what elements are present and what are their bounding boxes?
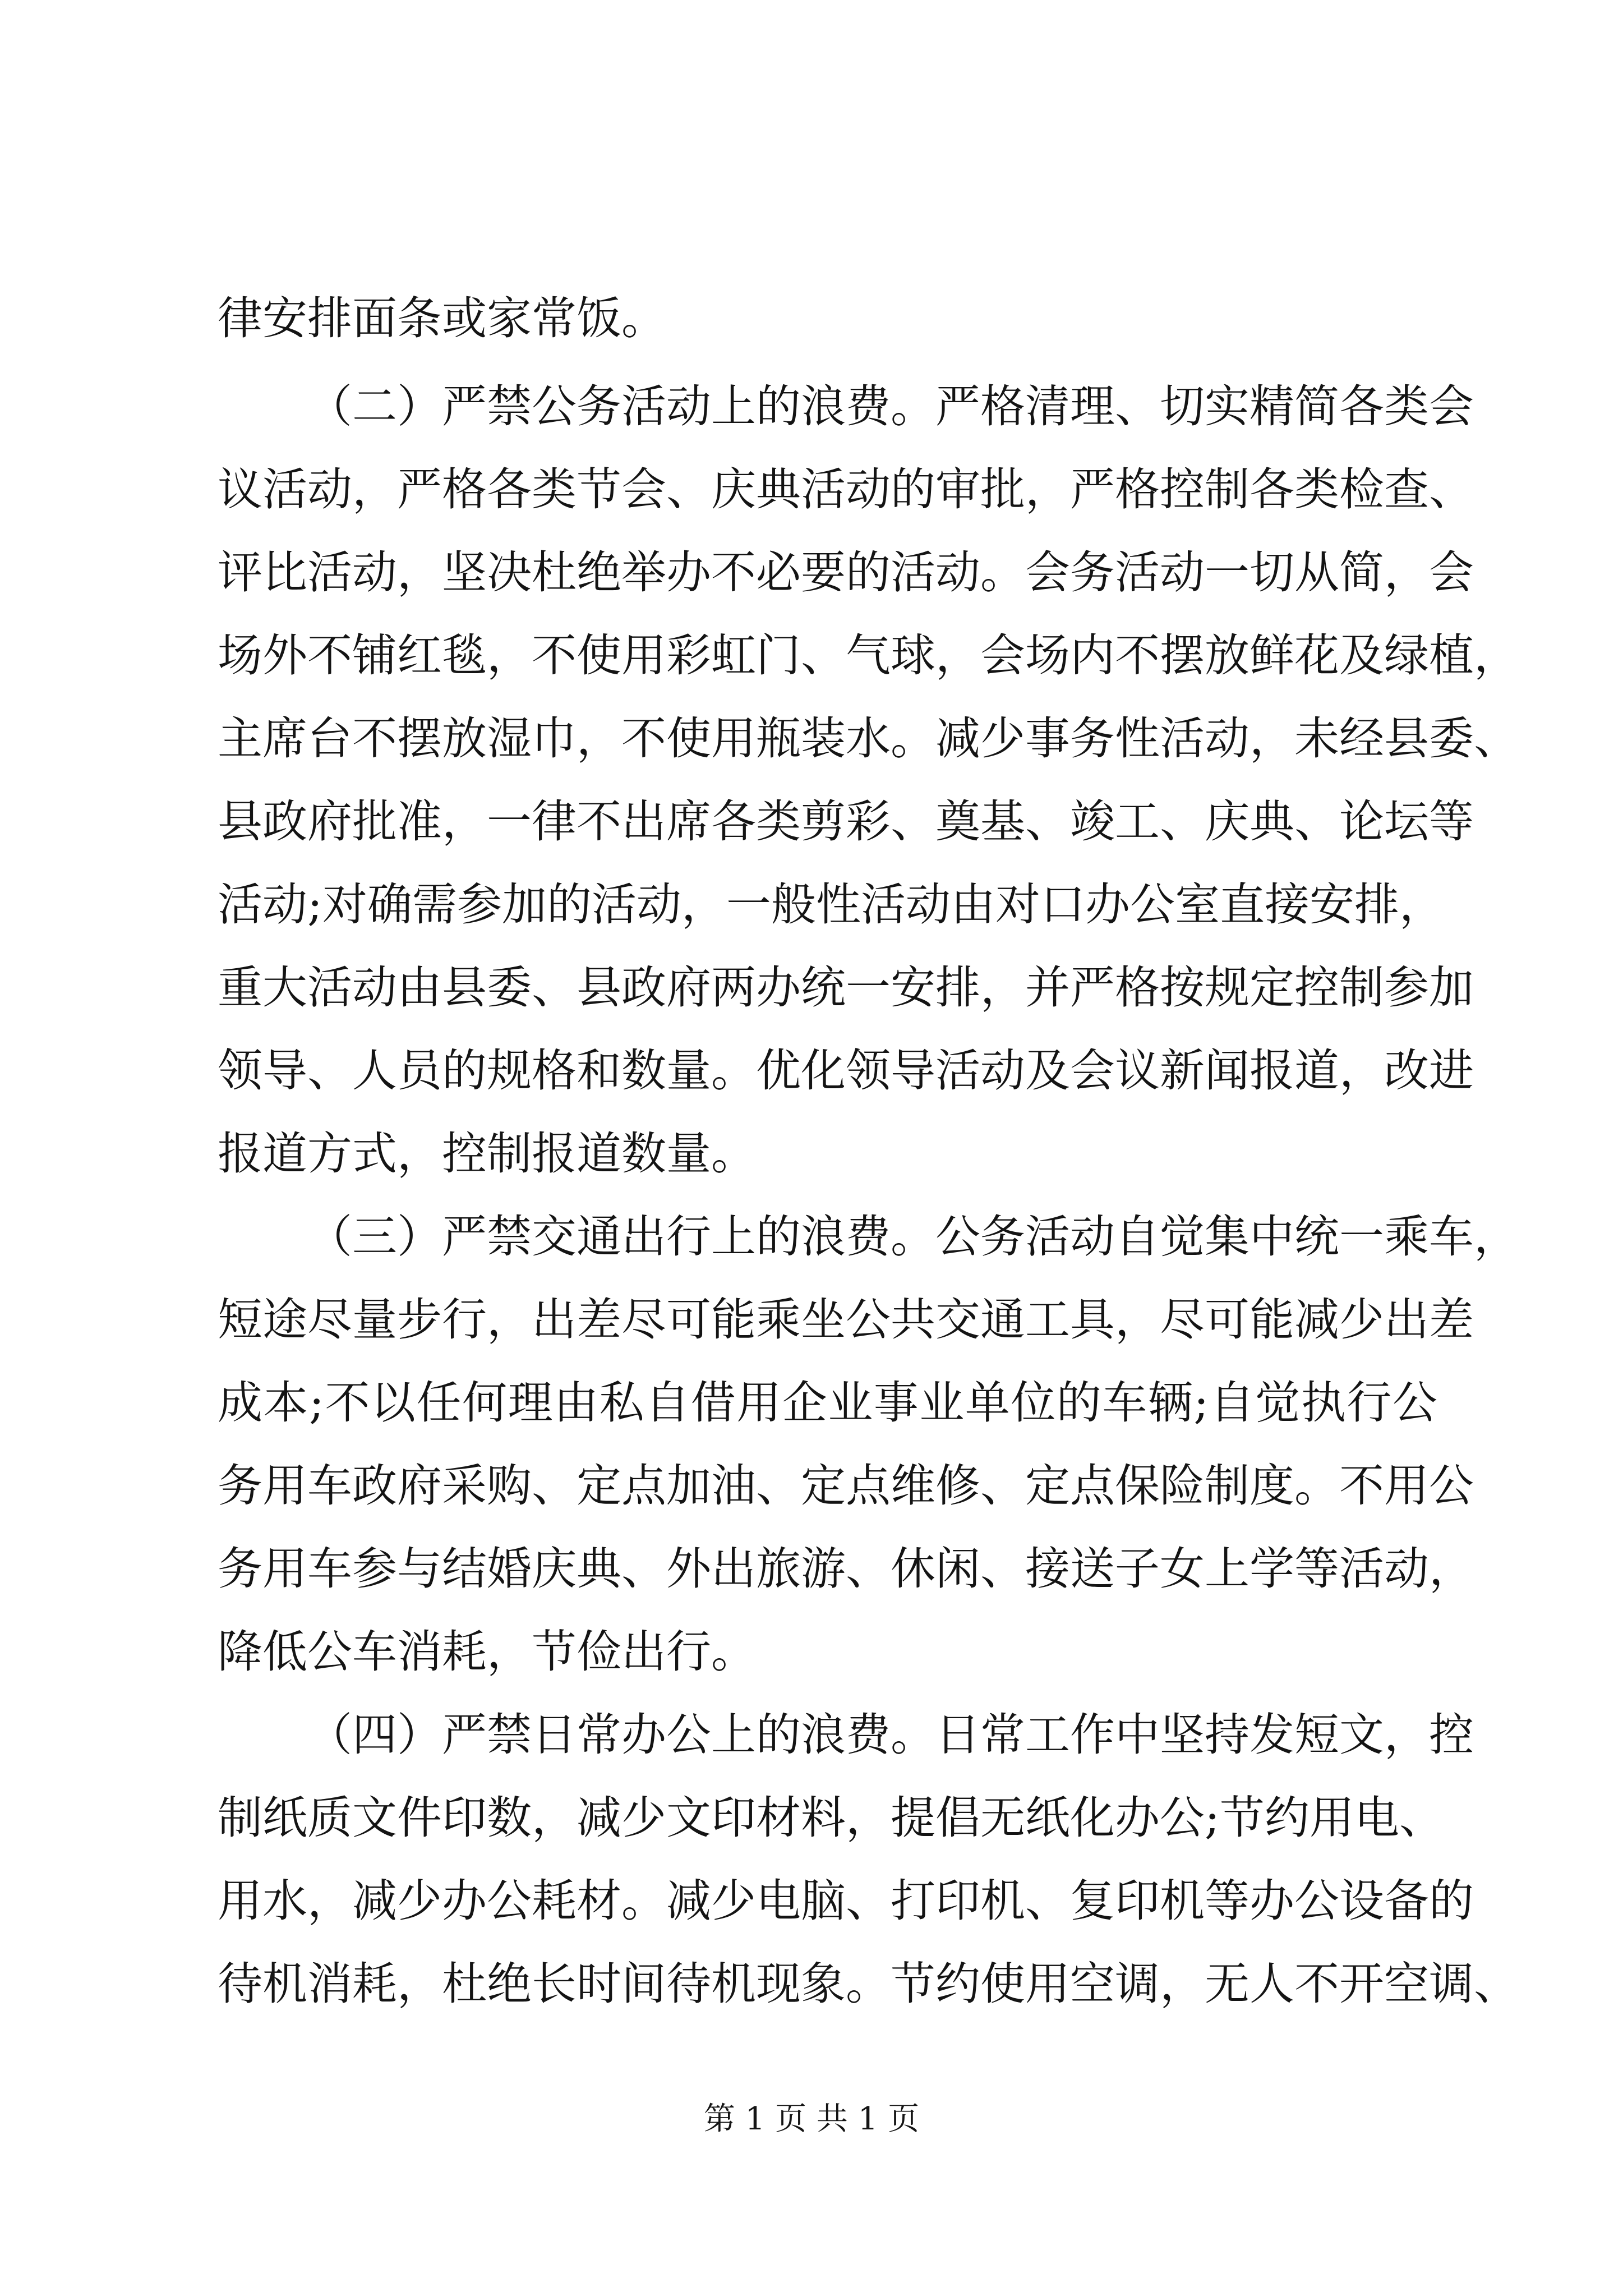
text-line: 律安排面条或家常饭。 [218,292,666,344]
page-number-footer: 第 1 页 共 1 页 [703,2101,920,2137]
paragraph-heading-line: （三）严禁交通出行上的浪费。公务活动自觉集中统一乘车， [307,1211,1519,1263]
text-line: 待机消耗，杜绝长时间待机现象。节约使用空调，无人不开空调、 [218,1958,1519,2010]
text-line: 评比活动，坚决杜绝举办不必要的活动。会务活动一切从简，会 [218,546,1474,599]
paragraph-heading-line: （二）严禁公务活动上的浪费。严格清理、切实精简各类会 [307,380,1474,432]
text-line: 务用车政府采购、定点加油、定点维修、定点保险制度。不用公 [218,1460,1474,1512]
text-line: 用水，减少办公耗材。减少电脑、打印机、复印机等办公设备的 [218,1875,1474,1927]
paragraph-heading-line: （四）严禁日常办公上的浪费。日常工作中坚持发短文，控 [307,1709,1474,1761]
text-line: 降低公车消耗，节俭出行。 [218,1626,756,1678]
text-line: 议活动，严格各类节会、庆典活动的审批，严格控制各类检查、 [218,463,1474,516]
text-line: 县政府批准，一律不出席各类剪彩、奠基、竣工、庆典、论坛等 [218,795,1474,848]
text-line: 领导、人员的规格和数量。优化领导活动及会议新闻报道，改进 [218,1045,1474,1097]
text-line: 场外不铺红毯，不使用彩虹门、气球，会场内不摆放鲜花及绿植， [218,629,1519,682]
text-line: 报道方式，控制报道数量。 [218,1128,756,1180]
text-line: 重大活动由县委、县政府两办统一安排，并严格按规定控制参加 [218,961,1474,1014]
text-line: 务用车参与结婚庆典、外出旅游、休闲、接送子女上学等活动， [218,1543,1474,1595]
text-line: 主席台不摆放湿巾，不使用瓶装水。减少事务性活动，未经县委、 [218,712,1519,765]
text-line: 短途尽量步行，出差尽可能乘坐公共交通工具，尽可能减少出差 [218,1294,1474,1346]
text-line: 活动;对确需参加的活动，一般性活动由对口办公室直接安排， [218,878,1444,931]
text-line: 成本;不以任何理由私自借用企业事业单位的车辆;自觉执行公 [218,1377,1437,1429]
text-line: 制纸质文件印数，减少文印材料，提倡无纸化办公;节约用电、 [218,1792,1444,1844]
